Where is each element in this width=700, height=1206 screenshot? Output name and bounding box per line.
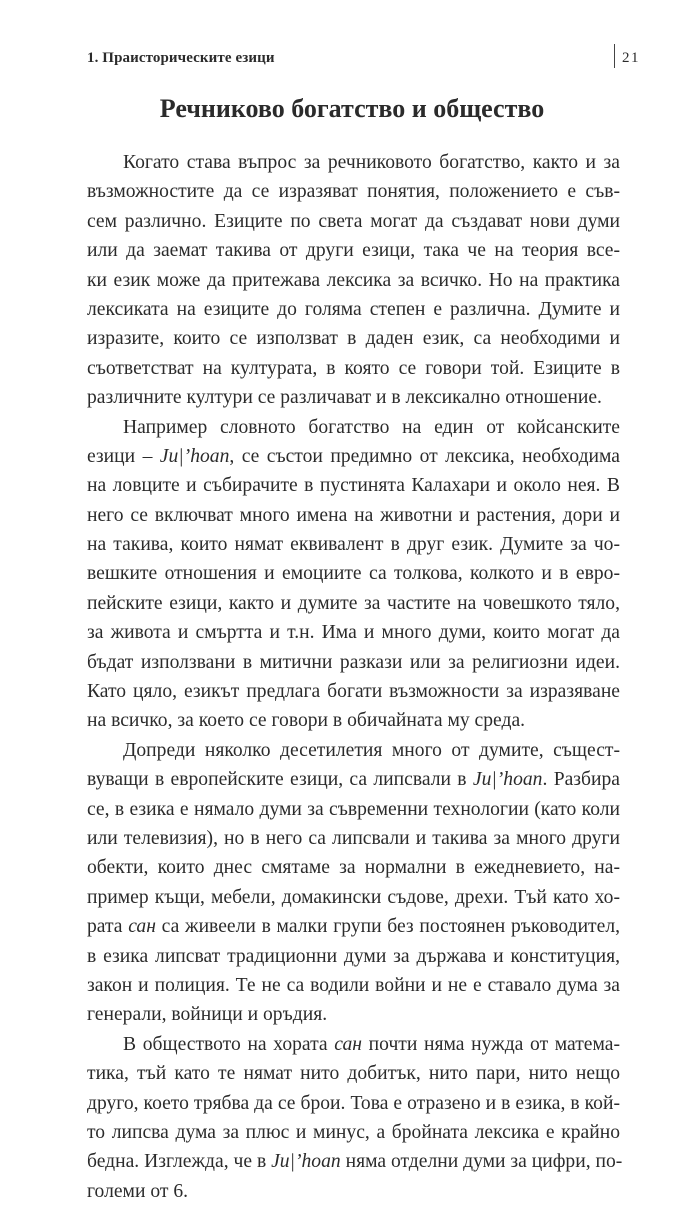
page-number-rule [614, 44, 615, 68]
text-line: Допреди няколко десетилетия много от думите, същест- [123, 739, 620, 761]
paragraph [87, 1030, 623, 1206]
text-line: обекти, които днес смятаме за нормални в ежедневието, на- [87, 857, 620, 879]
text-line: възможностите да се изразяват понятия, положението е съв- [87, 181, 620, 203]
text-line: Като цяло, езикът предлага богати възможности за изразяване [87, 681, 620, 703]
text-line: или да заемат такива от други езици, така че на теория все- [87, 240, 620, 262]
text-line: него се включват много имена на животни и растения, дори и [87, 504, 620, 526]
text-line: вуващи в европейските езици, са липсвали в Ju|’hoan. Разбира [87, 769, 620, 791]
section-title: Речниково богатство и общество [159, 94, 545, 123]
text-line: генерали, войници и оръдия. [87, 1004, 328, 1026]
paragraph [87, 148, 620, 413]
text-line: закон и полиция. Те не са водили войни и не е ставало дума за [87, 974, 620, 996]
text-line: на ловците и събирачите в пустинята Калахари и около нея. В [87, 475, 620, 497]
text-line: езици – Ju|’hoan, се състои предимно от лексика, необходима [87, 445, 620, 467]
text-line: сем различно. Езиците по света могат да създават нови думи [87, 210, 620, 232]
italic-term: сан [128, 916, 156, 938]
text-line: вешките отношения и емоциите са толкова, колкото и в евро- [87, 563, 620, 585]
text-line: или телевизия), но в него са липсвали и такива за много други [87, 827, 620, 849]
text-line: на всичко, за което се говори в обичайната му среда. [87, 710, 526, 732]
text-line: В обществото на хората сан почти няма нужда от матема- [123, 1033, 620, 1055]
text-line: в езика липсват традиционни думи за държава и конституция, [87, 945, 620, 967]
text-line: ки език може да притежава лексика за всичко. Но на практика [87, 269, 620, 291]
text-line: пейските езици, както и думите за частите на човешкото тяло, [87, 592, 620, 614]
italic-term: Ju|’hoan [472, 769, 543, 791]
text-line: рата сан са живеели в малки групи без постоянен ръководител, [87, 916, 620, 938]
italic-term: Ju|’hoan [159, 445, 230, 467]
text-line: различните култури се различават и в лексикално отношение. [87, 387, 602, 409]
text-line: бъдат използвани в митични разкази или за религиозни идеи. [87, 651, 620, 673]
text-line: то липсва дума за плюс и минус, а бройната лексика е крайно [87, 1121, 620, 1143]
text-line: изразите, които се използват в даден език, са необходими и [87, 328, 620, 350]
italic-term: сан [334, 1033, 363, 1055]
text-line: друго, което трябва да се брои. Това е отразено и в езика, в кой- [87, 1092, 620, 1114]
text-line: Например словното богатство на един от койсанските [123, 416, 620, 438]
text-line: се, в езика е нямало думи за съвременни технологии (като коли [87, 798, 620, 820]
text-line: пример къщи, мебели, домакински съдове, дрехи. Тъй като хо- [87, 886, 620, 908]
page-number: 21 [622, 50, 640, 66]
text-line: Когато става въпрос за речниковото богатство, както и за [123, 152, 620, 173]
body-text [87, 148, 623, 1206]
text-line: тика, тъй като те нямат нито добитък, нито пари, нито нещо [87, 1063, 620, 1085]
text-line: лексиката на езиците до голяма степен е различна. Думите и [87, 298, 620, 320]
italic-term: Ju|’hoan [271, 1151, 341, 1173]
running-head: 1. Праисторическите езици [87, 50, 275, 66]
paragraph [87, 413, 620, 736]
text-line: бедна. Изглежда, че в Ju|’hoan няма отделни думи за цифри, по- [87, 1151, 623, 1173]
text-line: големи от 6. [87, 1180, 189, 1202]
text-line: за живота и смъртта и т.н. Има и много думи, които могат да [87, 622, 620, 644]
text-line: на такива, които нямат еквивалент в друг език. Думите за чо- [87, 534, 620, 556]
paragraph [87, 736, 620, 1030]
text-line: съответстват на културата, в която се говори той. Езиците в [87, 357, 620, 379]
